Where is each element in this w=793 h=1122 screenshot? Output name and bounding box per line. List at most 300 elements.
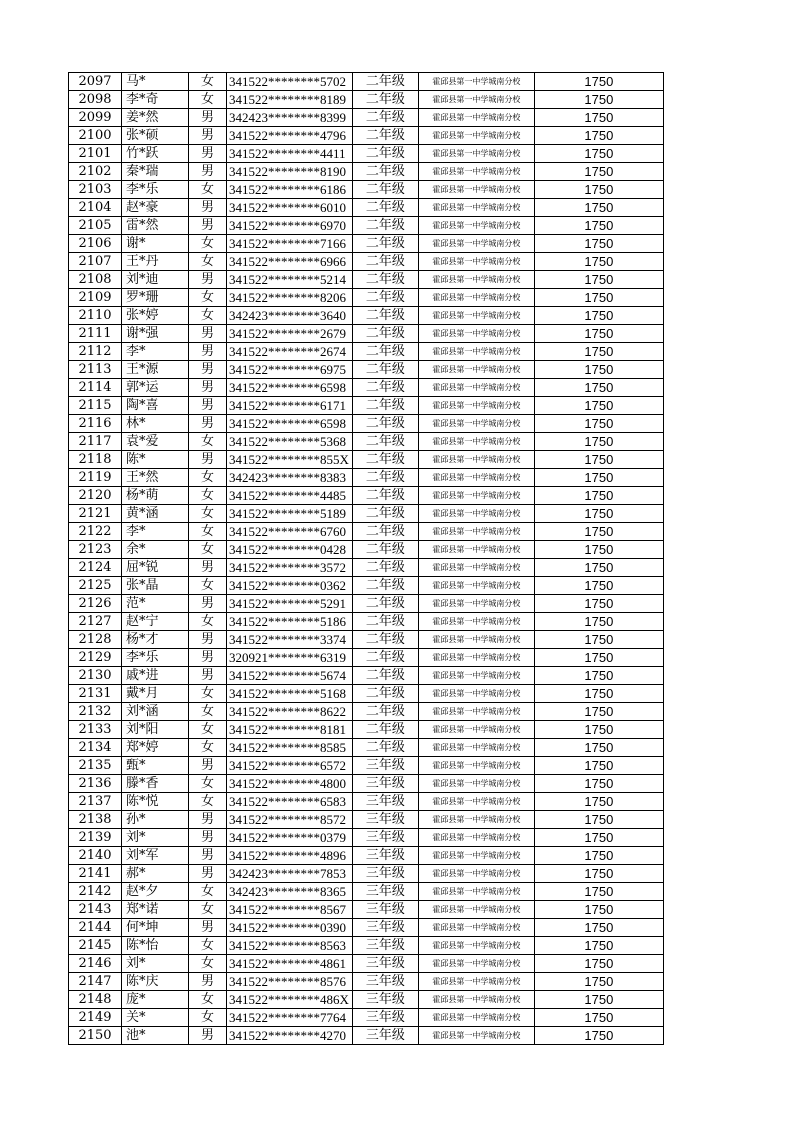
amount: 1750: [534, 613, 663, 631]
school-name: 霍邱县第一中学城南分校: [418, 433, 534, 451]
grade: 三年级: [352, 955, 418, 973]
student-name: 王*然: [122, 469, 189, 487]
gender: 女: [189, 181, 227, 199]
grade: 三年级: [352, 811, 418, 829]
row-number: 2142: [69, 883, 122, 901]
table-row: [69, 163, 664, 181]
row-number: 2114: [69, 379, 122, 397]
row-number: 2137: [69, 793, 122, 811]
student-name: 郭*运: [122, 379, 189, 397]
grade: 二年级: [352, 127, 418, 145]
id-number: 341522********5214: [227, 271, 353, 289]
row-number: 2108: [69, 271, 122, 289]
grade: 三年级: [352, 901, 418, 919]
student-name: 李*: [122, 343, 189, 361]
id-number: 341522********486X: [227, 991, 353, 1009]
amount: 1750: [534, 397, 663, 415]
table-row: [69, 343, 664, 361]
table-row: [69, 775, 664, 793]
student-table: [68, 72, 664, 1045]
gender: 男: [189, 919, 227, 937]
student-name: 李*奇: [122, 91, 189, 109]
school-name: 霍邱县第一中学城南分校: [418, 685, 534, 703]
student-name: 雷*然: [122, 217, 189, 235]
id-number: 341522********5186: [227, 613, 353, 631]
grade: 二年级: [352, 397, 418, 415]
amount: 1750: [534, 631, 663, 649]
gender: 男: [189, 199, 227, 217]
gender: 男: [189, 271, 227, 289]
student-name: 戚*进: [122, 667, 189, 685]
school-name: 霍邱县第一中学城南分校: [418, 721, 534, 739]
id-number: 341522********0390: [227, 919, 353, 937]
amount: 1750: [534, 91, 663, 109]
id-number: 341522********4411: [227, 145, 353, 163]
row-number: 2126: [69, 595, 122, 613]
school-name: 霍邱县第一中学城南分校: [418, 1009, 534, 1027]
row-number: 2122: [69, 523, 122, 541]
school-name: 霍邱县第一中学城南分校: [418, 451, 534, 469]
gender: 女: [189, 433, 227, 451]
row-number: 2118: [69, 451, 122, 469]
amount: 1750: [534, 253, 663, 271]
id-number: 341522********5291: [227, 595, 353, 613]
table-row: [69, 883, 664, 901]
table-row: [69, 847, 664, 865]
id-number: 341522********8622: [227, 703, 353, 721]
amount: 1750: [534, 865, 663, 883]
student-name: 赵*夕: [122, 883, 189, 901]
table-row: [69, 955, 664, 973]
grade: 三年级: [352, 937, 418, 955]
id-number: 341522********2674: [227, 343, 353, 361]
gender: 女: [189, 793, 227, 811]
school-name: 霍邱县第一中学城南分校: [418, 379, 534, 397]
student-name: 池*: [122, 1027, 189, 1045]
amount: 1750: [534, 901, 663, 919]
row-number: 2138: [69, 811, 122, 829]
school-name: 霍邱县第一中学城南分校: [418, 883, 534, 901]
row-number: 2141: [69, 865, 122, 883]
school-name: 霍邱县第一中学城南分校: [418, 577, 534, 595]
id-number: 341522********6760: [227, 523, 353, 541]
gender: 女: [189, 505, 227, 523]
grade: 三年级: [352, 1027, 418, 1045]
table-row: [69, 451, 664, 469]
grade: 二年级: [352, 613, 418, 631]
student-name: 庞*: [122, 991, 189, 1009]
row-number: 2128: [69, 631, 122, 649]
amount: 1750: [534, 217, 663, 235]
amount: 1750: [534, 433, 663, 451]
row-number: 2117: [69, 433, 122, 451]
table-row: [69, 397, 664, 415]
grade: 二年级: [352, 505, 418, 523]
row-number: 2130: [69, 667, 122, 685]
student-name: 屈*锐: [122, 559, 189, 577]
table-row: [69, 289, 664, 307]
gender: 男: [189, 451, 227, 469]
amount: 1750: [534, 451, 663, 469]
student-name: 赵*宁: [122, 613, 189, 631]
student-name: 陈*怡: [122, 937, 189, 955]
table-row: [69, 595, 664, 613]
grade: 二年级: [352, 271, 418, 289]
school-name: 霍邱县第一中学城南分校: [418, 217, 534, 235]
amount: 1750: [534, 829, 663, 847]
table-row: [69, 379, 664, 397]
amount: 1750: [534, 307, 663, 325]
amount: 1750: [534, 523, 663, 541]
school-name: 霍邱县第一中学城南分校: [418, 991, 534, 1009]
gender: 男: [189, 631, 227, 649]
row-number: 2100: [69, 127, 122, 145]
amount: 1750: [534, 145, 663, 163]
student-name: 范*: [122, 595, 189, 613]
amount: 1750: [534, 235, 663, 253]
id-number: 341522********8576: [227, 973, 353, 991]
grade: 二年级: [352, 217, 418, 235]
school-name: 霍邱县第一中学城南分校: [418, 955, 534, 973]
school-name: 霍邱县第一中学城南分校: [418, 793, 534, 811]
student-name: 赵*豪: [122, 199, 189, 217]
id-number: 341522********6186: [227, 181, 353, 199]
grade: 二年级: [352, 649, 418, 667]
student-name: 何*坤: [122, 919, 189, 937]
school-name: 霍邱县第一中学城南分校: [418, 937, 534, 955]
gender: 男: [189, 325, 227, 343]
row-number: 2115: [69, 397, 122, 415]
row-number: 2133: [69, 721, 122, 739]
table-row: [69, 217, 664, 235]
row-number: 2149: [69, 1009, 122, 1027]
school-name: 霍邱县第一中学城南分校: [418, 397, 534, 415]
grade: 二年级: [352, 541, 418, 559]
gender: 男: [189, 109, 227, 127]
id-number: 341522********8567: [227, 901, 353, 919]
table-row: [69, 811, 664, 829]
amount: 1750: [534, 793, 663, 811]
student-name: 谢*: [122, 235, 189, 253]
amount: 1750: [534, 973, 663, 991]
id-number: 341522********3572: [227, 559, 353, 577]
row-number: 2148: [69, 991, 122, 1009]
school-name: 霍邱县第一中学城南分校: [418, 649, 534, 667]
student-name: 王*丹: [122, 253, 189, 271]
student-name: 刘*涵: [122, 703, 189, 721]
gender: 女: [189, 955, 227, 973]
amount: 1750: [534, 955, 663, 973]
table-row: [69, 919, 664, 937]
grade: 二年级: [352, 451, 418, 469]
student-name: 马*: [122, 73, 189, 91]
row-number: 2097: [69, 73, 122, 91]
amount: 1750: [534, 991, 663, 1009]
table-row: [69, 271, 664, 289]
row-number: 2109: [69, 289, 122, 307]
gender: 女: [189, 937, 227, 955]
grade: 二年级: [352, 73, 418, 91]
school-name: 霍邱县第一中学城南分校: [418, 595, 534, 613]
school-name: 霍邱县第一中学城南分校: [418, 739, 534, 757]
gender: 男: [189, 145, 227, 163]
grade: 二年级: [352, 199, 418, 217]
id-number: 341522********8189: [227, 91, 353, 109]
gender: 女: [189, 541, 227, 559]
id-number: 341522********4270: [227, 1027, 353, 1045]
grade: 二年级: [352, 523, 418, 541]
id-number: 341522********8190: [227, 163, 353, 181]
table-row: [69, 649, 664, 667]
student-name: 陶*喜: [122, 397, 189, 415]
gender: 女: [189, 235, 227, 253]
school-name: 霍邱县第一中学城南分校: [418, 109, 534, 127]
grade: 二年级: [352, 703, 418, 721]
row-number: 2129: [69, 649, 122, 667]
table-row: [69, 505, 664, 523]
amount: 1750: [534, 541, 663, 559]
student-name: 刘*迪: [122, 271, 189, 289]
grade: 三年级: [352, 883, 418, 901]
table-row: [69, 631, 664, 649]
school-name: 霍邱县第一中学城南分校: [418, 415, 534, 433]
id-number: 341522********3374: [227, 631, 353, 649]
gender: 女: [189, 685, 227, 703]
amount: 1750: [534, 415, 663, 433]
amount: 1750: [534, 271, 663, 289]
row-number: 2107: [69, 253, 122, 271]
gender: 男: [189, 217, 227, 235]
id-number: 341522********6970: [227, 217, 353, 235]
id-number: 341522********8206: [227, 289, 353, 307]
table-row: [69, 181, 664, 199]
grade: 二年级: [352, 559, 418, 577]
grade: 二年级: [352, 433, 418, 451]
gender: 女: [189, 721, 227, 739]
table-row: [69, 91, 664, 109]
school-name: 霍邱县第一中学城南分校: [418, 919, 534, 937]
row-number: 2098: [69, 91, 122, 109]
row-number: 2145: [69, 937, 122, 955]
school-name: 霍邱县第一中学城南分校: [418, 811, 534, 829]
gender: 女: [189, 523, 227, 541]
id-number: 341522********0428: [227, 541, 353, 559]
amount: 1750: [534, 361, 663, 379]
amount: 1750: [534, 199, 663, 217]
id-number: 341522********6010: [227, 199, 353, 217]
gender: 男: [189, 811, 227, 829]
table-row: [69, 793, 664, 811]
grade: 二年级: [352, 145, 418, 163]
amount: 1750: [534, 379, 663, 397]
grade: 二年级: [352, 325, 418, 343]
row-number: 2119: [69, 469, 122, 487]
id-number: 341522********5189: [227, 505, 353, 523]
amount: 1750: [534, 109, 663, 127]
school-name: 霍邱县第一中学城南分校: [418, 559, 534, 577]
table-row: [69, 667, 664, 685]
school-name: 霍邱县第一中学城南分校: [418, 271, 534, 289]
school-name: 霍邱县第一中学城南分校: [418, 325, 534, 343]
table-row: [69, 415, 664, 433]
grade: 二年级: [352, 109, 418, 127]
id-number: 341522********2679: [227, 325, 353, 343]
grade: 二年级: [352, 289, 418, 307]
row-number: 2101: [69, 145, 122, 163]
table-row: [69, 991, 664, 1009]
school-name: 霍邱县第一中学城南分校: [418, 145, 534, 163]
gender: 男: [189, 1027, 227, 1045]
student-name: 刘*: [122, 829, 189, 847]
id-number: 341522********6572: [227, 757, 353, 775]
gender: 女: [189, 991, 227, 1009]
student-name: 张*硕: [122, 127, 189, 145]
amount: 1750: [534, 595, 663, 613]
grade: 二年级: [352, 595, 418, 613]
row-number: 2110: [69, 307, 122, 325]
row-number: 2131: [69, 685, 122, 703]
gender: 男: [189, 595, 227, 613]
school-name: 霍邱县第一中学城南分校: [418, 847, 534, 865]
school-name: 霍邱县第一中学城南分校: [418, 127, 534, 145]
id-number: 342423********8383: [227, 469, 353, 487]
gender: 男: [189, 415, 227, 433]
table-row: [69, 1027, 664, 1045]
table-row: [69, 109, 664, 127]
school-name: 霍邱县第一中学城南分校: [418, 505, 534, 523]
student-name: 滕*香: [122, 775, 189, 793]
grade: 三年级: [352, 865, 418, 883]
grade: 二年级: [352, 577, 418, 595]
student-name: 陈*: [122, 451, 189, 469]
gender: 男: [189, 127, 227, 145]
gender: 男: [189, 361, 227, 379]
row-number: 2125: [69, 577, 122, 595]
row-number: 2144: [69, 919, 122, 937]
gender: 男: [189, 847, 227, 865]
grade: 二年级: [352, 163, 418, 181]
amount: 1750: [534, 505, 663, 523]
student-name: 郝*: [122, 865, 189, 883]
id-number: 341522********4800: [227, 775, 353, 793]
grade: 三年级: [352, 919, 418, 937]
student-name: 谢*强: [122, 325, 189, 343]
table-row: [69, 487, 664, 505]
amount: 1750: [534, 703, 663, 721]
amount: 1750: [534, 775, 663, 793]
student-name: 刘*: [122, 955, 189, 973]
gender: 女: [189, 703, 227, 721]
amount: 1750: [534, 919, 663, 937]
id-number: 341522********6975: [227, 361, 353, 379]
gender: 女: [189, 487, 227, 505]
gender: 男: [189, 559, 227, 577]
table-row: [69, 901, 664, 919]
student-name: 关*: [122, 1009, 189, 1027]
table-row: [69, 307, 664, 325]
row-number: 2111: [69, 325, 122, 343]
school-name: 霍邱县第一中学城南分校: [418, 343, 534, 361]
gender: 女: [189, 883, 227, 901]
table-row: [69, 865, 664, 883]
student-name: 张*婷: [122, 307, 189, 325]
grade: 二年级: [352, 307, 418, 325]
amount: 1750: [534, 289, 663, 307]
row-number: 2105: [69, 217, 122, 235]
table-row: [69, 757, 664, 775]
amount: 1750: [534, 487, 663, 505]
grade: 二年级: [352, 91, 418, 109]
grade: 二年级: [352, 739, 418, 757]
table-row: [69, 199, 664, 217]
student-name: 袁*爱: [122, 433, 189, 451]
school-name: 霍邱县第一中学城南分校: [418, 901, 534, 919]
school-name: 霍邱县第一中学城南分校: [418, 361, 534, 379]
amount: 1750: [534, 757, 663, 775]
gender: 男: [189, 865, 227, 883]
school-name: 霍邱县第一中学城南分校: [418, 469, 534, 487]
gender: 男: [189, 829, 227, 847]
grade: 二年级: [352, 379, 418, 397]
id-number: 341522********855X: [227, 451, 353, 469]
gender: 女: [189, 307, 227, 325]
amount: 1750: [534, 469, 663, 487]
amount: 1750: [534, 1009, 663, 1027]
id-number: 341522********8181: [227, 721, 353, 739]
amount: 1750: [534, 181, 663, 199]
student-name: 刘*军: [122, 847, 189, 865]
amount: 1750: [534, 127, 663, 145]
row-number: 2127: [69, 613, 122, 631]
id-number: 341522********5168: [227, 685, 353, 703]
table-row: [69, 523, 664, 541]
student-name: 甄*: [122, 757, 189, 775]
gender: 男: [189, 397, 227, 415]
grade: 二年级: [352, 253, 418, 271]
table-row: [69, 739, 664, 757]
student-name: 刘*阳: [122, 721, 189, 739]
id-number: 341522********4861: [227, 955, 353, 973]
row-number: 2112: [69, 343, 122, 361]
grade: 三年级: [352, 991, 418, 1009]
school-name: 霍邱县第一中学城南分校: [418, 253, 534, 271]
table-row: [69, 433, 664, 451]
gender: 男: [189, 757, 227, 775]
grade: 二年级: [352, 469, 418, 487]
grade: 二年级: [352, 343, 418, 361]
amount: 1750: [534, 649, 663, 667]
amount: 1750: [534, 721, 663, 739]
table-row: [69, 559, 664, 577]
grade: 二年级: [352, 721, 418, 739]
school-name: 霍邱县第一中学城南分校: [418, 235, 534, 253]
amount: 1750: [534, 739, 663, 757]
amount: 1750: [534, 811, 663, 829]
amount: 1750: [534, 883, 663, 901]
table-row: [69, 325, 664, 343]
gender: 女: [189, 577, 227, 595]
student-name: 杨*才: [122, 631, 189, 649]
student-name: 李*: [122, 523, 189, 541]
table-row: [69, 613, 664, 631]
row-number: 2123: [69, 541, 122, 559]
table-row: [69, 577, 664, 595]
amount: 1750: [534, 577, 663, 595]
grade: 三年级: [352, 847, 418, 865]
amount: 1750: [534, 73, 663, 91]
id-number: 341522********0379: [227, 829, 353, 847]
school-name: 霍邱县第一中学城南分校: [418, 307, 534, 325]
